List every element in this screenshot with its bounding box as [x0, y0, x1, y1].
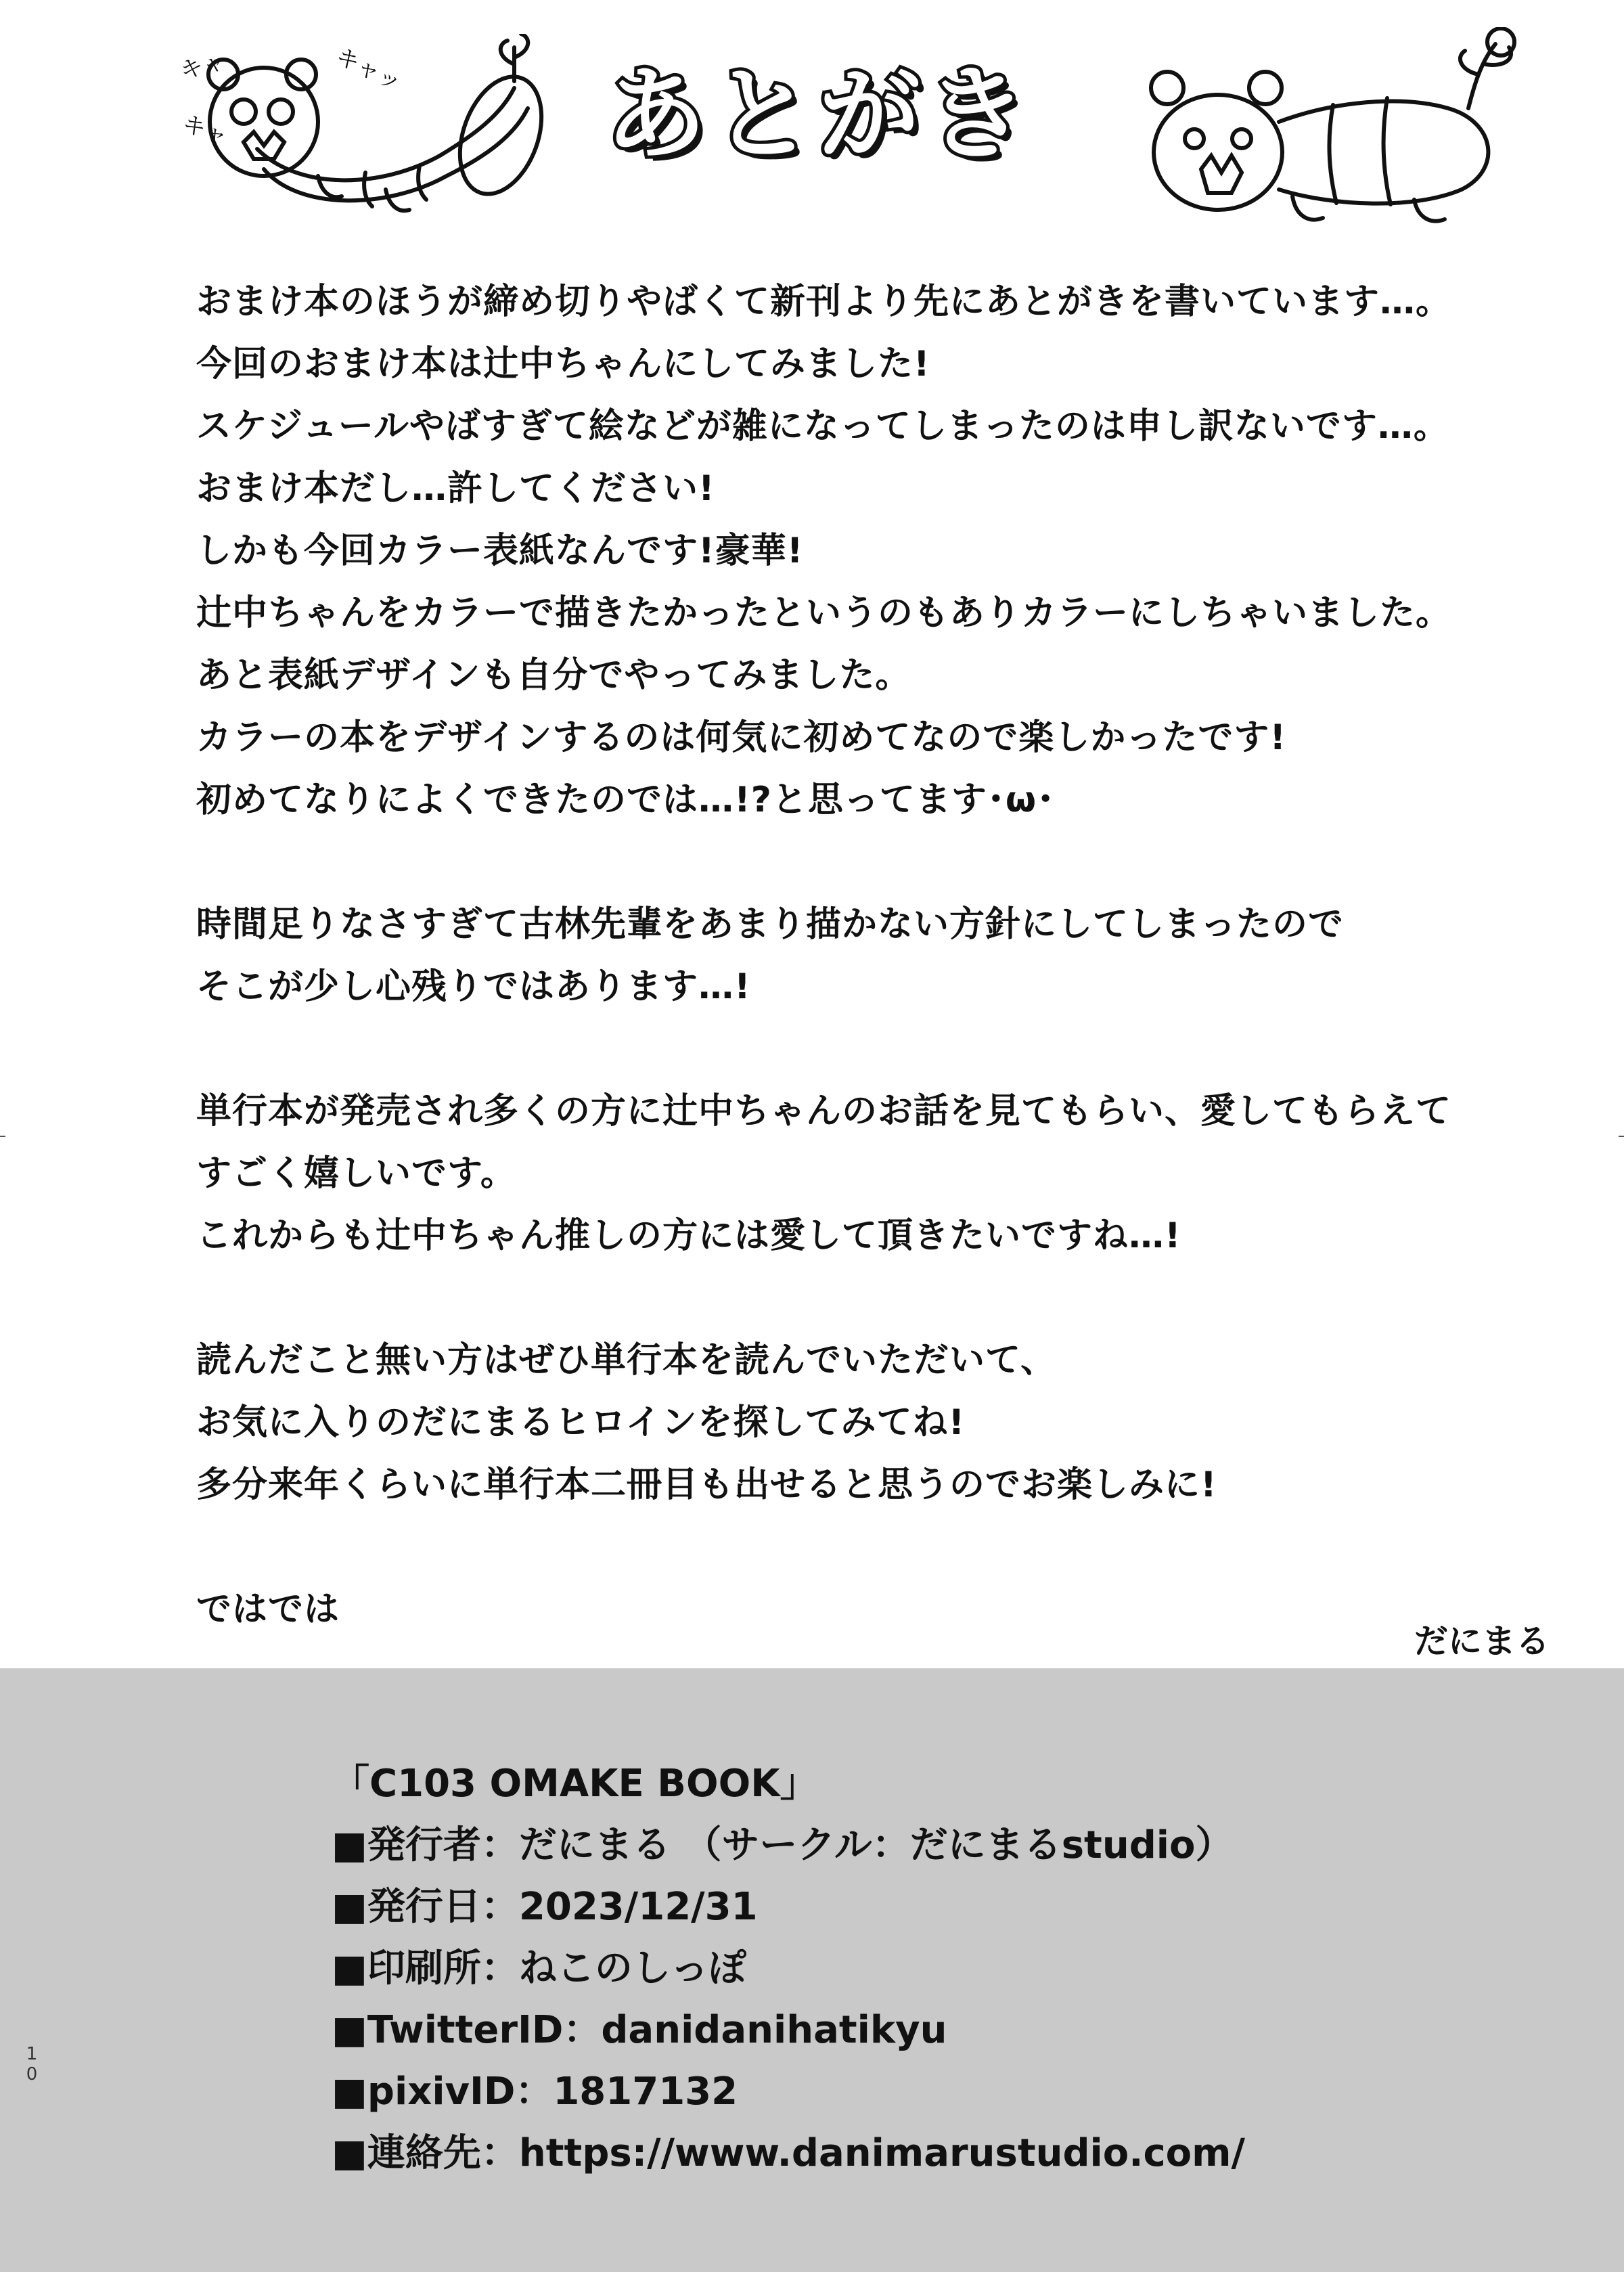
colophon-printer: ■印刷所：ねこのしっぽ — [332, 1946, 746, 1990]
body-line: おまけ本のほうが締め切りやばくて新刊より先にあとがきを書いています…。 — [196, 282, 1452, 322]
body-line: 時間足りなさすぎて古林先輩をあまり描かない方針にしてしまったので — [196, 904, 1345, 945]
body-line: 辻中ちゃんをカラーで描きたかったというのもありカラーにしちゃいました。 — [196, 593, 1452, 633]
trim-mark — [1619, 1136, 1624, 1137]
body-line: あと表紙デザインも自分でやってみました。 — [196, 655, 911, 696]
colophon-date: ■発行日：2023/12/31 — [332, 1885, 758, 1929]
sfx-text-1: キャ — [177, 47, 229, 85]
body-line: 多分来年くらいに単行本二冊目も出せると思うのでお楽しみに! — [196, 1465, 1217, 1505]
colophon-pixiv: ■pixivID：1817132 — [332, 2070, 738, 2114]
body-line: これからも辻中ちゃん推しの方には愛して頂きたいですね…! — [196, 1216, 1181, 1256]
body-line: スケジュールやばすぎて絵などが雑になってしまったのは申し訳ないです…。 — [196, 406, 1449, 447]
body-line: 初めてなりによくできたのでは…!?と思ってます･ω･ — [196, 780, 1056, 820]
page-number: 1 0 — [26, 2044, 38, 2085]
colophon-contact: ■連絡先：https://www.danimarustudio.com/ — [332, 2131, 1245, 2175]
body-line: しかも今回カラー表紙なんです!豪華! — [196, 531, 804, 571]
body-line: 今回のおまけ本は辻中ちゃんにしてみました! — [196, 344, 930, 384]
colophon-twitter: ■TwitterID：danidanihatikyu — [332, 2008, 947, 2052]
colophon-panel — [0, 1668, 1624, 2272]
body-line: 単行本が発売され多くの方に辻中ちゃんのお話を見てもらい、愛してもらえて — [196, 1091, 1452, 1132]
header — [0, 0, 1624, 230]
trim-mark — [0, 1136, 5, 1137]
colophon-list — [332, 1753, 1482, 2184]
body-line: ではでは — [196, 1589, 340, 1630]
afterword-body — [196, 271, 1482, 1641]
sfx-text-2: キャ — [179, 110, 231, 152]
colophon-book-title: 「C103 OMAKE BOOK」 — [332, 1762, 818, 1806]
body-line: おまけ本だし…許してください! — [196, 468, 715, 509]
page-title: あとがき — [604, 56, 1033, 174]
body-line: すごく嬉しいです。 — [196, 1153, 516, 1194]
author-signature: だにまる — [1414, 1622, 1550, 1661]
body-line: 読んだこと無い方はぜひ単行本を読んでいただいて、 — [196, 1340, 1056, 1381]
body-line: カラーの本をデザインするのは何気に初めてなので楽しかったです! — [196, 717, 1287, 758]
right-caterpillar-doodle — [1130, 27, 1536, 230]
sfx-text-3: キャッ — [331, 42, 406, 97]
body-line: そこが少し心残りではあります…! — [196, 966, 751, 1007]
body-line: お気に入りのだにまるヒロインを探してみてね! — [196, 1402, 966, 1443]
colophon-publisher: ■発行者：だにまる （サークル：だにまるstudio） — [332, 1823, 1234, 1867]
